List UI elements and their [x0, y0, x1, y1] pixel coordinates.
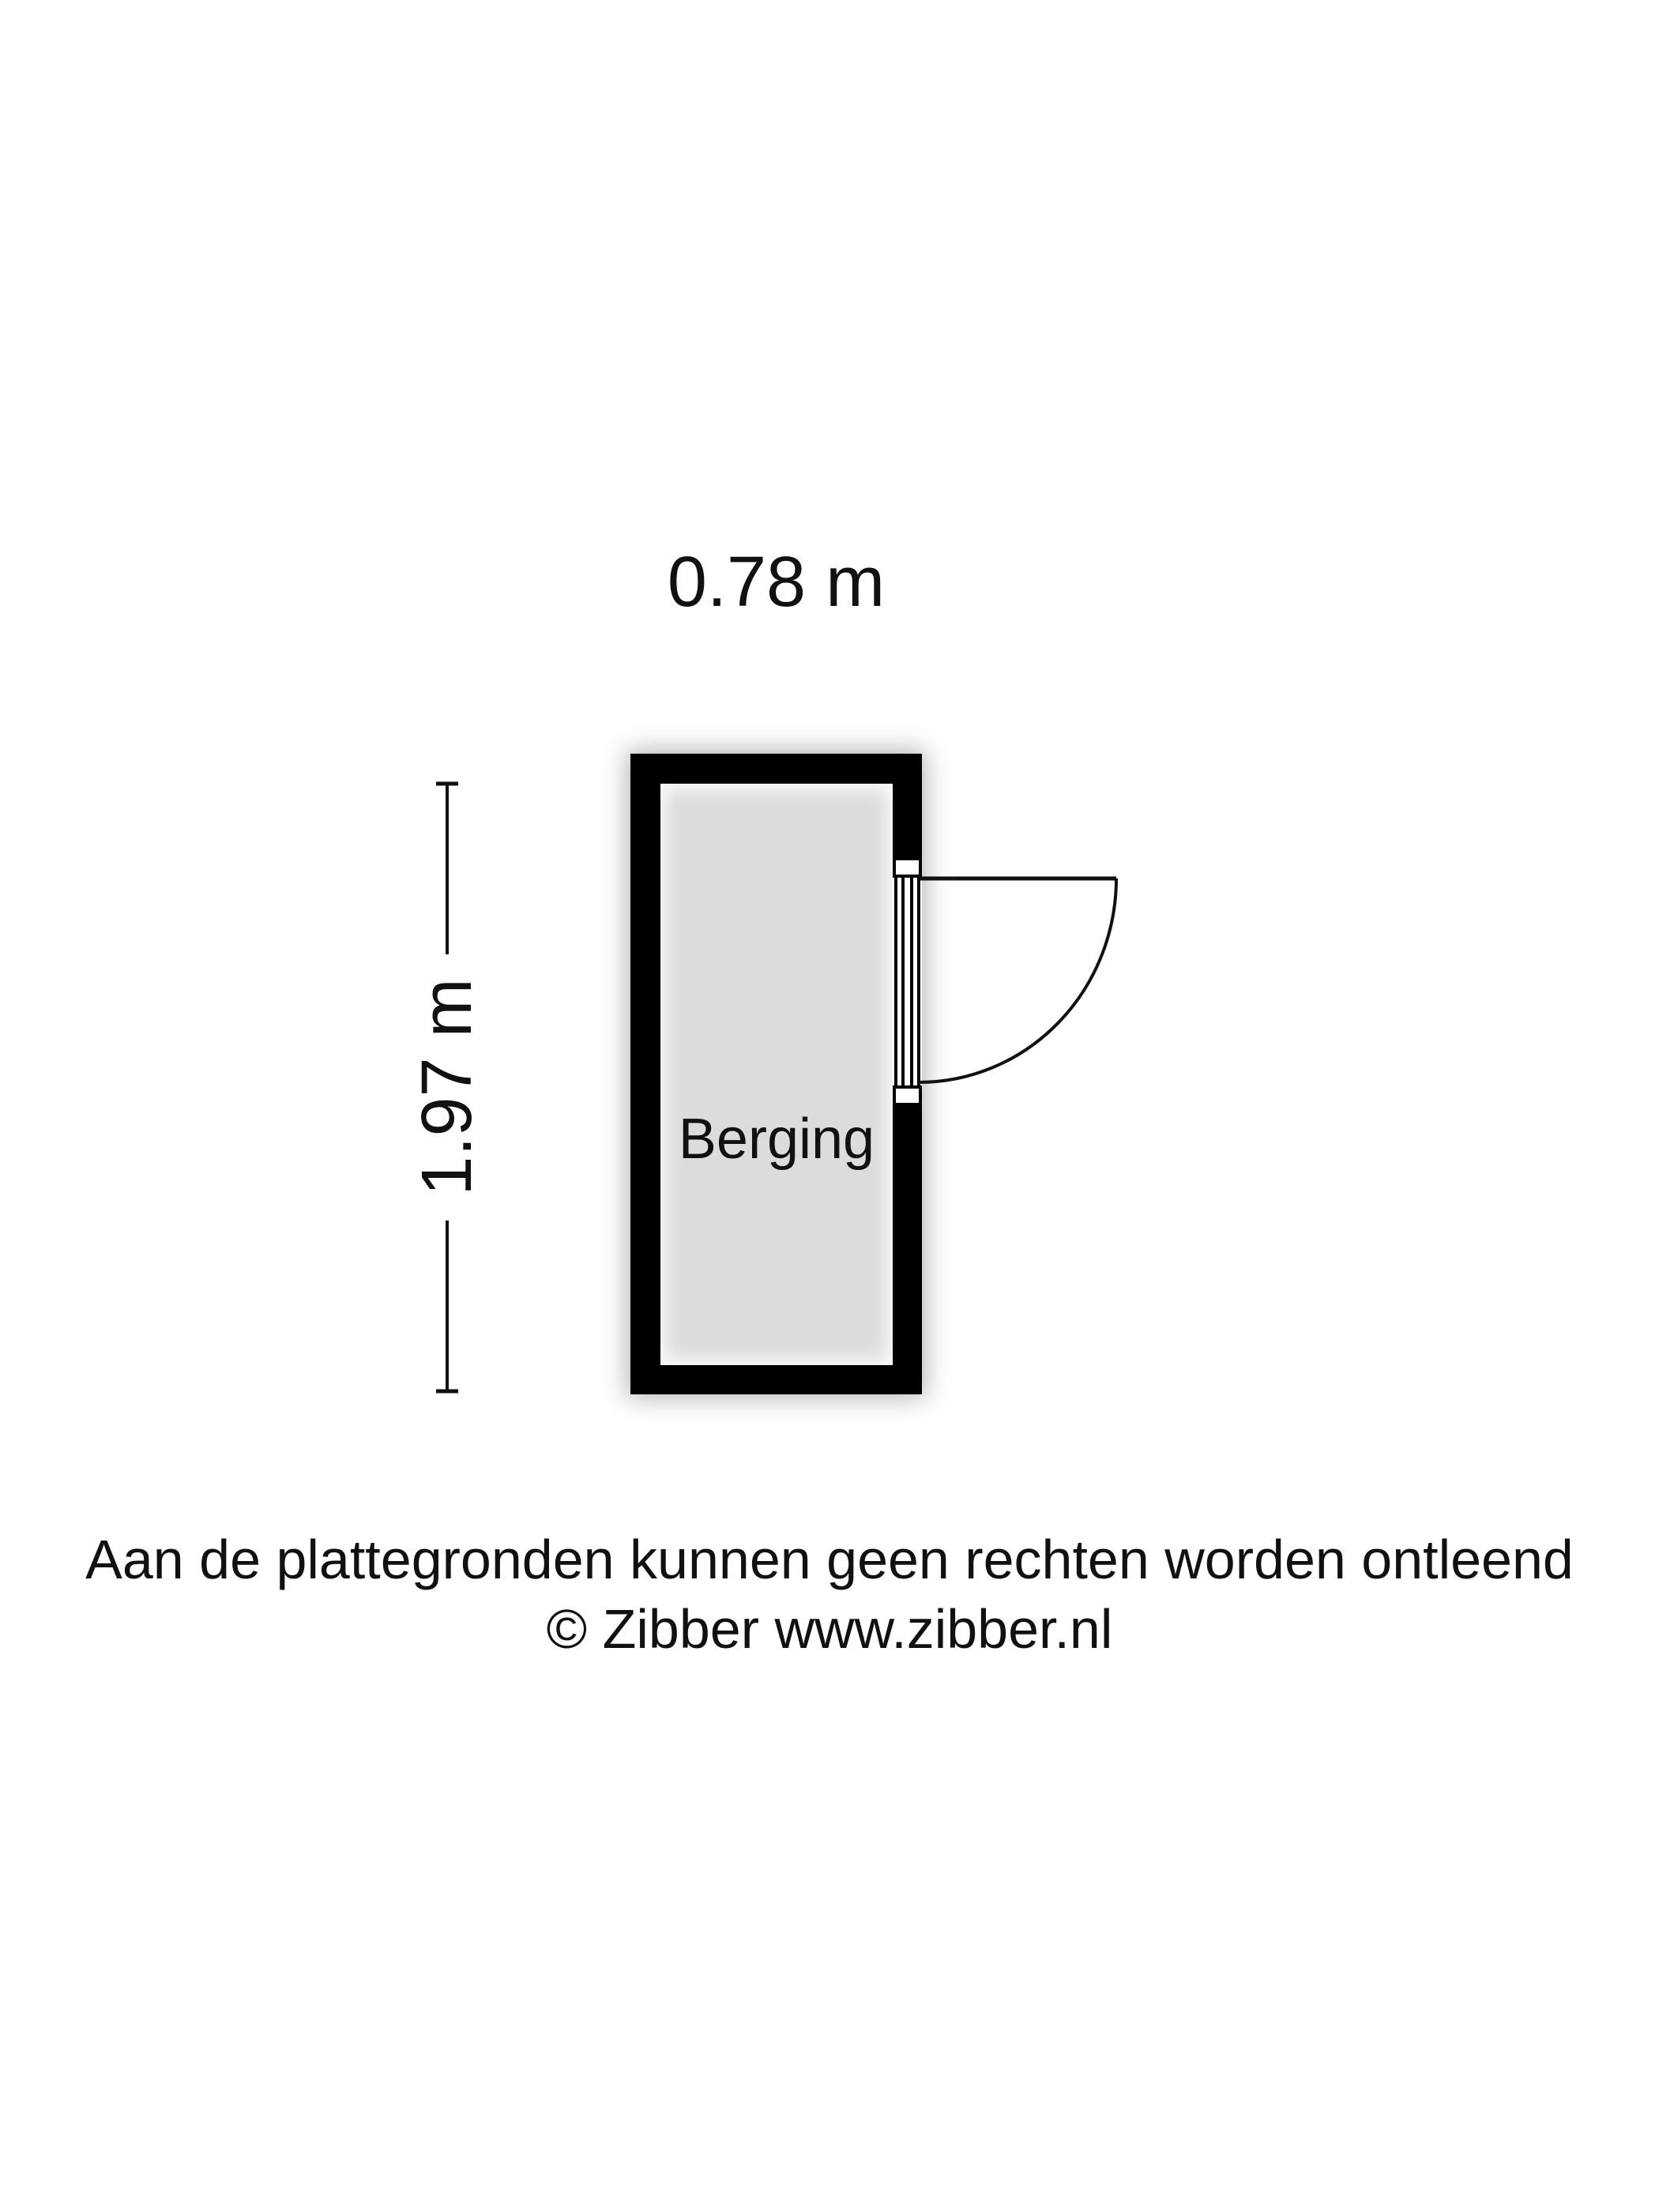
footer-copyright: © Zibber www.zibber.nl	[546, 1598, 1113, 1660]
room-name-label: Berging	[678, 1108, 875, 1171]
footer-disclaimer: Aan de plattegronden kunnen geen rechten worden ontleend	[85, 1529, 1574, 1590]
dimension-width-label: 0.78 m	[667, 543, 886, 622]
footer	[0, 1525, 1659, 1664]
dimension-height-label: 1.97 m	[408, 978, 487, 1196]
door-swing-arc	[919, 878, 1116, 1082]
